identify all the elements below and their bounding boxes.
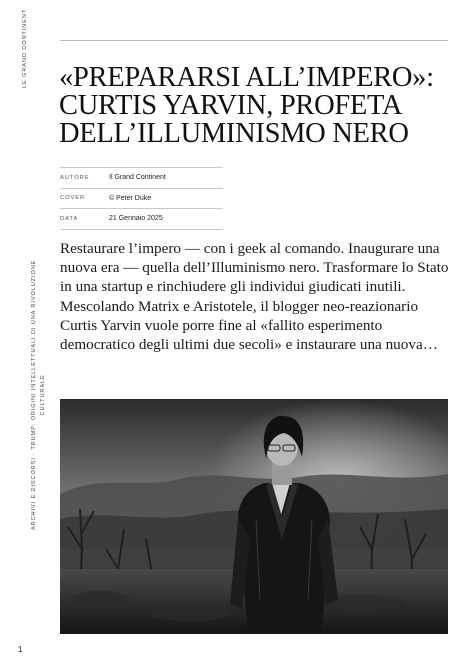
top-divider bbox=[60, 40, 448, 41]
meta-label: DATA bbox=[60, 215, 79, 222]
cover-photo bbox=[60, 399, 448, 634]
page-number: 1 bbox=[18, 645, 23, 654]
meta-value: Il Grand Continent bbox=[109, 174, 166, 182]
article-lead: Restaurare l’impero — con i geek al comando. Inaugurare una nuova era — quella dell’Illuminismo nero. Trasformare lo Stato in una startup e rinchiudere gli individui giudicati inutili. Mescolando Matrix e Aristotele, il blogger neo-reazionario Curtis Yarvin vuole porre fine al «fallito esperimento democratico degli ultimi due secoli» e instaurare una nuova… bbox=[60, 240, 449, 354]
meta-row-cover bbox=[60, 188, 223, 209]
meta-label: AUTORE bbox=[60, 174, 90, 181]
meta-label: COVER bbox=[60, 195, 86, 202]
section-label-line: ARCHIVI E DISCORSI - TRUMP: ORIGINI INTELLETTUALI DI UNA RIVOLUZIONE bbox=[31, 259, 37, 530]
article-meta-table bbox=[60, 167, 223, 230]
section-label bbox=[30, 260, 48, 530]
section-label-line: CULTURALE bbox=[40, 374, 46, 416]
meta-value: 21 Gennaio 2025 bbox=[109, 215, 163, 223]
article-title: «PREPARARSI ALL’IMPERO»: CURTIS YARVIN, PROFETA DELL’ILLUMINISMO NERO bbox=[59, 62, 434, 149]
meta-row-author bbox=[60, 167, 223, 188]
publication-label: LE GRAND CONTINENT bbox=[22, 9, 28, 88]
meta-value: © Peter Duke bbox=[109, 194, 152, 202]
meta-row-date bbox=[60, 208, 223, 230]
